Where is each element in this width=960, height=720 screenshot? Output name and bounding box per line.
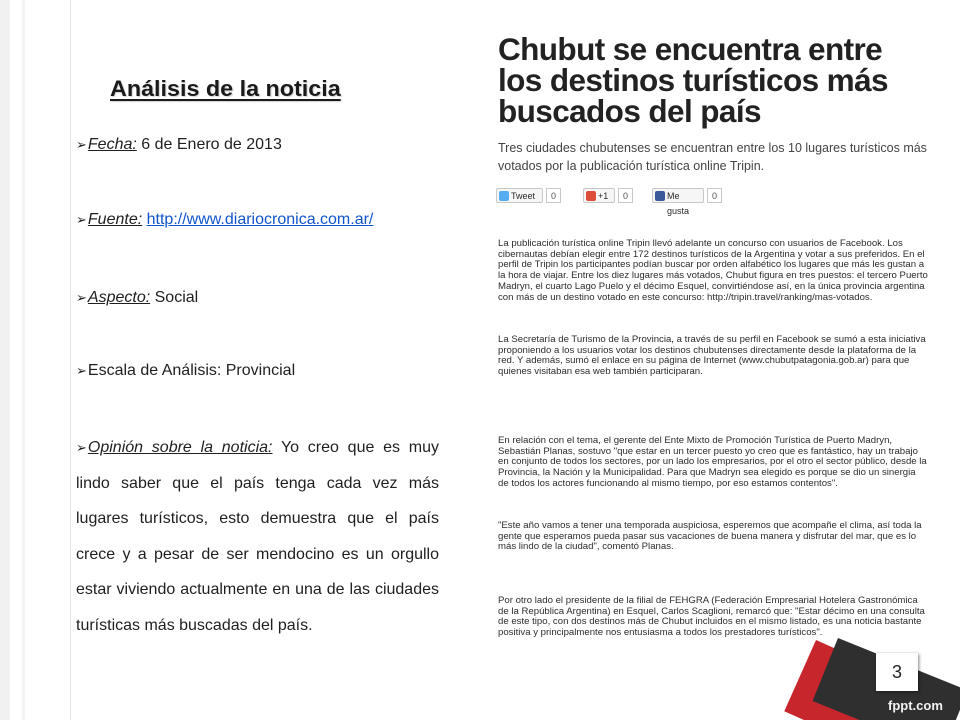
left-stripe [70,0,71,720]
twitter-icon [499,191,509,201]
fuente-label: Fuente: [87,211,143,228]
tweet-button[interactable]: Tweet [496,188,543,203]
aspecto-label: Aspecto: [87,289,151,306]
article-paragraph: La publicación turística online Tripin llevó adelante un concurso con usuarios de Facebook. Los cibernautas debían elegir entre 172 destinos turísticos de la Argentina y votar a sus preferidos. En el perfil de Tripin los participantes podían buscar por orden alfabético los lugares que más les gustan a la hora de viajar. Entre los diez lugares más votados, Chubut figura en tres puestos: el tercero Puerto Madryn, el cuarto Lago Puelo y el décimo Esquel, convirtiéndose así, en la única provincia argentina con más de un destino votado en este concurso: http://tripin.travel/ranking/mas-votados. [498,238,928,303]
opinion-label: Opinión sobre la noticia: [87,439,273,456]
brand-watermark: fppt.com [888,698,943,713]
bullet-fecha [76,135,282,155]
article-paragraph: La Secretaría de Turismo de la Provincia, a través de su perfil en Facebook se sumó a esta iniciativa proponiendo a los usuarios votar los destinos chubutenses directamente desde la plataforma de la red. Y además, sumó el enlace en su página de Internet (www.chubutpatagonia.gob.ar) para que quienes visitaban esa web también participaran. [498,334,926,378]
fecha-value: 6 de Enero de 2013 [141,136,282,153]
bullet-opinion [76,430,439,643]
article-headline: Chubut se encuentra entre los destinos turísticos más buscados del país [498,31,888,129]
escala-text: Escala de Análisis: Provincial [87,362,296,379]
arrow-bullet-icon: ➢ [76,137,87,152]
gplus-button[interactable]: +1 [583,188,615,203]
gplus-count: 0 [618,188,633,203]
facebook-icon [655,191,665,201]
article-lead: Tres ciudades chubutenses se encuentran entre los 10 lugares turísticos más votados por la publicación turística online Tripin. [498,141,927,173]
page-number: 3 [876,653,918,691]
tweet-count: 0 [546,188,561,203]
facebook-like-count: 0 [707,188,722,203]
arrow-bullet-icon: ➢ [76,440,87,455]
bullet-fuente [76,210,373,230]
google-plus-icon [586,191,596,201]
article-paragraph: Por otro lado el presidente de la filial de FEHGRA (Federación Empresarial Hotelera Gastronómica de la República Argentina) en Esquel, Carlos Scaglioni, remarcó que: "Estar décimo en una consulta de este tipo, con dos destinos más de Chubut incluidos en el mismo listado, es una noticia bastante positiva y principalmente nos entusiasma a todos los prestadores turísticos". [498,595,925,639]
aspecto-value: Social [154,289,199,306]
news-article-image [488,30,930,652]
left-stripe [22,0,25,720]
fuente-link[interactable]: http://www.diariocronica.com.ar/ [146,211,374,228]
bullet-escala [76,361,295,381]
arrow-bullet-icon: ➢ [76,212,87,227]
left-stripe [0,0,10,720]
slide-title: Análisis de la noticia [110,76,341,101]
opinion-value: Yo creo que es muy lindo saber que el país tenga cada vez más lugares turísticos, esto demuestra que el país crece y a pesar de ser mendocino es un orgullo estar viviendo actualmente en una de las ciudades turísticas más buscadas del país. [76,439,440,634]
article-paragraph: En relación con el tema, el gerente del Ente Mixto de Promoción Turística de Puerto Madryn, Sebastián Planas, sostuvo "que estar en un tercer puesto yo creo que es fantástico, hay un trabajo en conjunto de todos los sectores, por un lado los empresarios, por el otro el sector público, desde la Provincia, la Nación y la Municipalidad. Para que Madryn sea elegido es porque se dio un sinergia de todos los actores funcionando al mismo tiempo, por eso estamos contentos". [498,435,927,489]
arrow-bullet-icon: ➢ [76,290,87,305]
facebook-like-button[interactable]: Me gusta [652,188,704,203]
bullet-aspecto [76,288,198,308]
arrow-bullet-icon: ➢ [76,363,87,378]
article-paragraph: "Este año vamos a tener una temporada auspiciosa, esperemos que acompañe el clima, así toda la gente que esperamos pueda pasar sus vacaciones de buena manera y disfrutar del mar, que es lo más lindo de la ciudad", comentó Planas. [498,520,922,553]
fecha-label: Fecha: [87,136,137,153]
